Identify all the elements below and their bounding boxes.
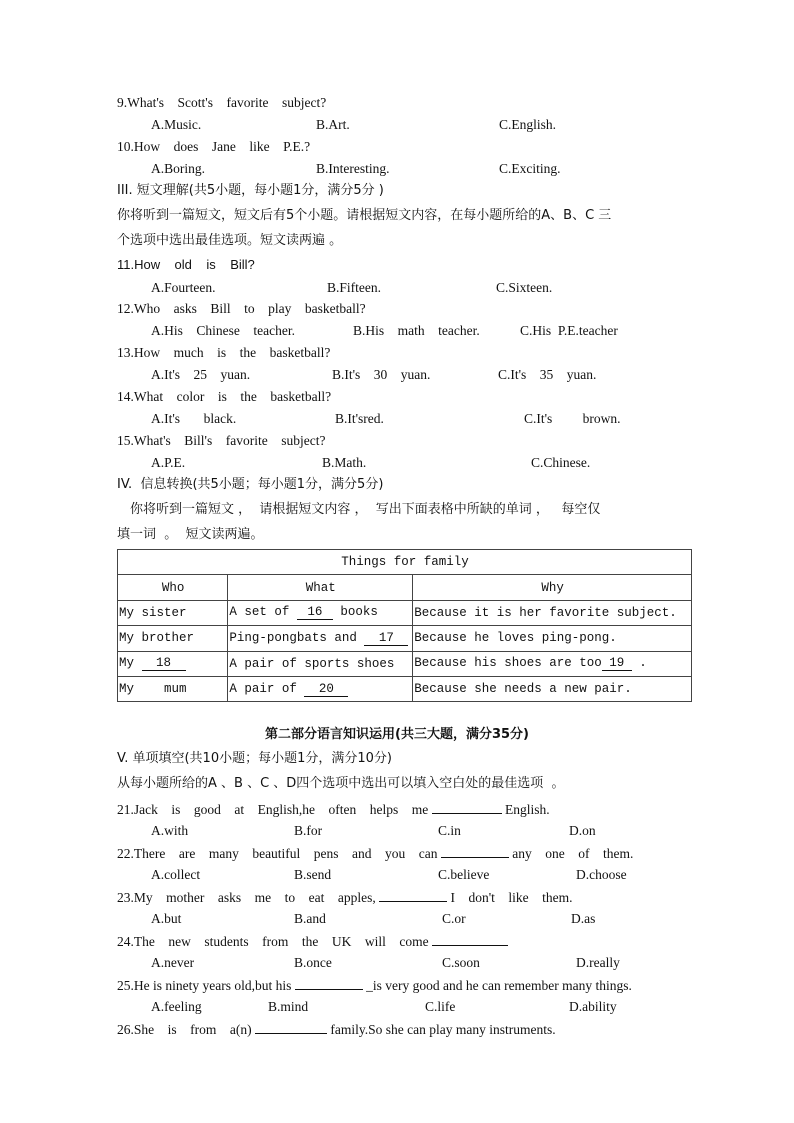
table-header-what: What [228, 575, 413, 600]
q25-option-b: B.mind [268, 999, 309, 1014]
table-row [118, 626, 692, 651]
table-cell-what: A pair of sports shoes [228, 651, 413, 676]
answer-blank [379, 888, 447, 902]
q13-option-b: B.It's 30 yuan. [332, 367, 431, 382]
q10-option-b: B.Interesting. [316, 161, 390, 176]
q25-option-c: C.life [425, 999, 456, 1014]
table-cell-why: Because it is her favorite subject. [413, 600, 692, 625]
q14-option-b: B.It'sred. [335, 411, 384, 426]
table-cell-why: Because he loves ping-pong. [413, 626, 692, 651]
q25-option-d: D.ability [569, 999, 617, 1014]
q25-option-a: A.feeling [151, 999, 202, 1014]
q12-option-b: B.His math teacher. [353, 323, 480, 338]
question-26-stem: 26.She is from a(n) family.So she can play many instruments. [117, 1022, 556, 1037]
q12-option-a: A.His Chinese teacher. [151, 323, 295, 338]
q13-option-c: C.It's 35 yuan. [498, 367, 597, 382]
table-header-why: Why [413, 575, 692, 600]
q10-option-a: A.Boring. [151, 161, 205, 176]
q13-option-a: A.It's 25 yuan. [151, 367, 251, 382]
table-cell-why: Because she needs a new pair. [413, 676, 692, 701]
blank-19: 19 [602, 656, 632, 671]
table-cell-who: My mum [118, 676, 228, 701]
table-cell-what: A pair of 20 [228, 676, 413, 701]
q23-option-a: A.but [151, 911, 182, 926]
q15-option-a: A.P.E. [151, 455, 186, 470]
q11-option-b: B.Fifteen. [327, 280, 381, 295]
q14-option-a: A.It's black. [151, 411, 237, 426]
q11-option-a: A.Fourteen. [151, 280, 216, 295]
answer-blank [255, 1020, 327, 1034]
question-25-stem: 25.He is ninety years old,but his _is very good and he can remember many things. [117, 978, 632, 993]
question-23-stem: 23.My mother asks me to eat apples, I don't like them. [117, 890, 573, 905]
question-24-stem: 24.The new students from the UK will come [117, 932, 508, 951]
q11-option-c: C.Sixteen. [496, 280, 553, 295]
q22-option-a: A.collect [151, 867, 201, 882]
q24-option-d: D.really [576, 955, 620, 970]
table-cell-who: My 18 [118, 651, 228, 676]
q23-option-d: D.as [571, 911, 596, 926]
q22-option-c: C.believe [438, 867, 490, 882]
q9-option-b: B.Art. [316, 117, 350, 132]
q21-option-c: C.in [438, 823, 461, 838]
q24-option-c: C.soon [442, 955, 480, 970]
q15-option-c: C.Chinese. [531, 455, 591, 470]
blank-16: 16 [297, 605, 333, 620]
blank-20: 20 [304, 682, 348, 697]
table-cell-who: My brother [118, 626, 228, 651]
question-22-stem: 22.There are many beautiful pens and you can any one of them. [117, 846, 634, 861]
q10-option-c: C.Exciting. [499, 161, 561, 176]
q24-option-a: A.never [151, 955, 195, 970]
question-13-stem: 13.How much is the basketball? [117, 345, 331, 360]
question-11-stem: 11.How old is Bill? [117, 257, 255, 272]
section-5-instruction: 从每小题所给的A 、B 、C 、D四个选项中选出可以填入空白处的最佳选项 。 [117, 776, 565, 791]
part-2-heading: 第二部分语言知识运用(共三大题，满分35分) [265, 727, 529, 742]
q21-option-a: A.with [151, 823, 189, 838]
table-title: Things for family [118, 550, 692, 575]
q23-option-c: C.or [442, 911, 466, 926]
table-cell-why: Because his shoes are too 19 . [413, 651, 692, 676]
answer-blank [441, 844, 509, 858]
q21-option-b: B.for [294, 823, 323, 838]
answer-blank [432, 800, 502, 814]
table-cell-what: Ping-pongbats and 17 [228, 626, 413, 651]
question-10-stem: 10.How does Jane like P.E.? [117, 139, 311, 154]
question-12-stem: 12.Who asks Bill to play basketball? [117, 301, 366, 316]
q24-option-b: B.once [294, 955, 332, 970]
blank-18: 18 [142, 656, 186, 671]
question-15-stem: 15.What's Bill's favorite subject? [117, 433, 326, 448]
table-row [118, 600, 692, 625]
answer-blank [432, 932, 508, 946]
q21-option-d: D.on [569, 823, 596, 838]
question-9-stem: 9.What's Scott's favorite subject? [117, 95, 327, 110]
answer-blank [295, 976, 363, 990]
q9-option-a: A.Music. [151, 117, 202, 132]
table-cell-who: My sister [118, 600, 228, 625]
section-3-instruction-line1: 你将听到一篇短文，短文后有5个小题。请根据短文内容，在每小题所给的A、B、C 三 [117, 208, 612, 223]
q9-option-c: C.English. [499, 117, 557, 132]
section-4-heading: IV. 信息转换(共5小题；每小题1分，满分5分) [117, 477, 384, 492]
section-4-instruction-line1: 你将听到一篇短文 ， 请根据短文内容 ， 写出下面表格中所缺的单词 ， 每空仅 [130, 502, 601, 517]
q14-option-c: C.It's brown. [524, 411, 621, 426]
q12-option-c: C.His P.E.teacher [520, 323, 618, 338]
section-4-instruction-line2: 填一词 。 短文读两遍。 [117, 527, 264, 542]
section-3-heading: III. 短文理解(共5小题，每小题1分，满分5分 ) [117, 183, 384, 198]
table-row [118, 651, 692, 676]
table-row [118, 676, 692, 701]
q15-option-b: B.Math. [322, 455, 367, 470]
q23-option-b: B.and [294, 911, 326, 926]
section-3-instruction-line2: 个选项中选出最佳选项。短文读两遍 。 [117, 233, 343, 248]
question-21-stem: 21.Jack is good at English,he often helps me English. [117, 802, 550, 817]
section-5-heading: V. 单项填空(共10小题；每小题1分，满分10分) [117, 751, 392, 766]
table-header-who: Who [118, 575, 228, 600]
q22-option-d: D.choose [576, 867, 627, 882]
q22-option-b: B.send [294, 867, 332, 882]
question-14-stem: 14.What color is the basketball? [117, 389, 332, 404]
blank-17: 17 [364, 631, 408, 646]
things-for-family-table [117, 549, 692, 702]
table-cell-what: A set of 16 books [228, 600, 413, 625]
